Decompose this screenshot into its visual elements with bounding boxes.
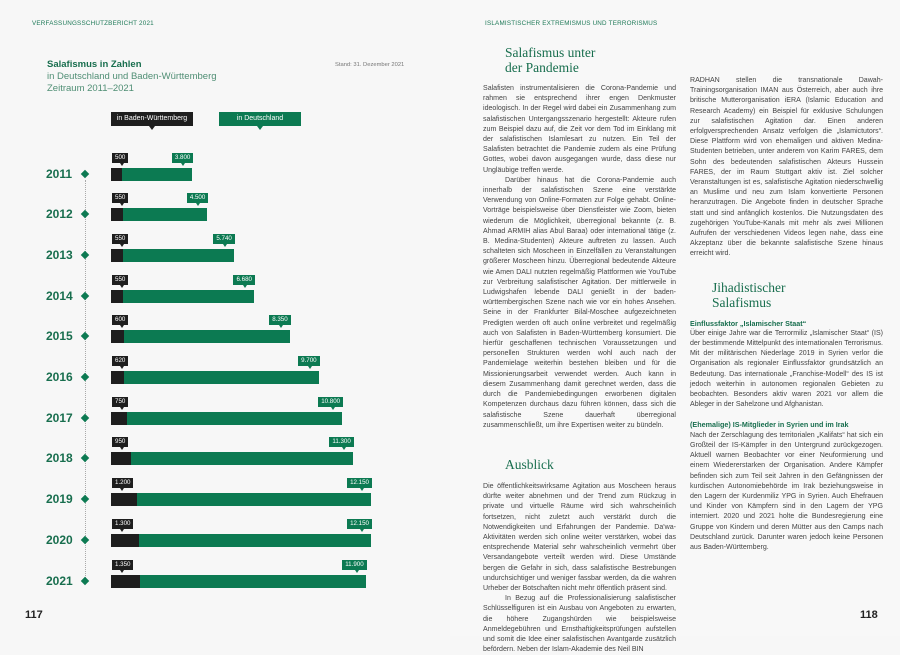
year-label: 2021 (46, 573, 73, 588)
title-line: Salafismus unter (505, 45, 596, 60)
bar-deutschland (111, 493, 371, 506)
paragraph: RADHAN stellen die transnationale Dawah-Trainingsorganisation IMAN aus Österreich, aber auch ihre britische Mutterorganisation iERA (Islamic Education and Research Academy) ein Beispiel für exklusive Schulungen zur salafistischen Agitation dar. Einen anderen erfolgversprechenden Ansatz verfolgen die „Islamictutors“. Diese Plattform wird von ehemaligen und aktiven Medina-Studenten betrieben, unter anderem von Karim FARES, dem Sohn des bedeutenden salafistischen Akteurs Hussein FARES, der im Raum Stuttgart aktiv ist. Ziel solcher Veranstaltungen ist es, salafistische Agitation niederschwellig an Muslime und neu zum Islam konvertierte Personen heranzutragen. Die Angebote finden in deutscher Sprache statt und sind anfänglich kostenlos. Die Nutzungsdaten des zugehörigen YouTube-Kanals mit mehr als zwei Millionen Aufrufen der verschiedenen Videos legen nahe, dass eine Akzeptanz über die bekannte salafistische Szene hinaus erreicht wird. (690, 77, 883, 258)
text-column-1 (483, 45, 676, 655)
bar-deutschland (111, 534, 371, 547)
label-baden-wuerttemberg: 500 (112, 153, 128, 163)
running-head: ISLAMISTISCHER EXTREMISMUS UND TERRORISMUS (485, 20, 658, 27)
label-baden-wuerttemberg: 1.200 (112, 478, 133, 488)
label-baden-wuerttemberg: 620 (112, 356, 128, 366)
label-baden-wuerttemberg: 750 (112, 397, 128, 407)
paragraph: Nach der Zerschlagung des territorialen „Kalifats“ hat sich ein Großteil der IS-Kämpfer in den Untergrund zurückgezogen. Aktuell warnen Beobachter vor einer Neuformierung und einem Wiedererstarken der Organisation. Andere Kämpfer befinden sich zum Teil seit Jahren in den Gefängnissen der kurdischen Autonomiebehörde im Irak beziehungsweise in den Lagern der Kurdenmiliz YPG in Syrien. Auch Ehefrauen und Kinder von Kämpfern sind in den Lagern der YPG interniert. 2020 und 2021 holte die Bundesregierung eine Gruppe von Kindern und deren Mütter aus den Camps nach Deutschland zurück. Darunter waren jedoch keine Personen aus Baden-Württemberg. (690, 431, 883, 551)
chart-subtitle: in Deutschland und Baden-Württemberg (47, 71, 217, 82)
label-baden-wuerttemberg: 1.300 (112, 519, 133, 529)
diamond-marker (81, 413, 89, 421)
label-baden-wuerttemberg: 550 (112, 193, 128, 203)
bar-baden-wuerttemberg (111, 249, 123, 262)
bar-baden-wuerttemberg (111, 452, 131, 465)
subheading: Einflussfaktor „Islamischer Staat“ (690, 318, 807, 328)
bar-baden-wuerttemberg (111, 534, 139, 547)
title-line: der Pandemie (505, 60, 579, 75)
bar-deutschland (111, 208, 207, 221)
section-title-jihad (690, 280, 883, 310)
label-deutschland: 6.680 (233, 275, 254, 285)
bar-baden-wuerttemberg (111, 330, 124, 343)
paragraph: Salafisten instrumentalisieren die Corona-Pandemie und rahmen sie entsprechend ihrer engen Denkmuster ideologisch. In der Regel wird dabei ein Zusammenhang zum salafistischen Untergangsszenario hergestellt: Akteure rufen zum Beispiel dazu auf, die Zeit vor dem Tod im Einklang mit der salafistischen Islamlesart zu nutzen. Ein Teil der Salafisten betrachtet die Pandemie zudem als eine Prüfung Gottes, wobei davon ausgegangen wurde, dass diese nur Ungläubige treffen werde. (483, 85, 676, 174)
label-deutschland: 9.700 (298, 356, 319, 366)
diamond-marker (81, 251, 89, 259)
year-label: 2018 (46, 451, 73, 466)
section-title-pandemie (483, 45, 676, 75)
left-page (0, 0, 450, 636)
bar-baden-wuerttemberg (111, 208, 123, 221)
paragraph: In Bezug auf die Professionalisierung salafistischer Schlüsselfiguren ist ein Ausbau von Angeboten zu erwarten, die höhere Zugangshürden wie beispielsweise Anmeldegebühren und Ernsthaftigkeitsprüfungen aufstellen und somit die Idee einer salafistischen Avantgarde zusätzlich befördern. Neben der Islam-Akademie des Neil BIN (483, 595, 676, 654)
right-page (450, 0, 900, 654)
diamond-marker (81, 454, 89, 462)
year-label: 2011 (46, 166, 73, 181)
bar-baden-wuerttemberg (111, 371, 124, 384)
bar-deutschland (111, 575, 366, 588)
bar-baden-wuerttemberg (111, 493, 137, 506)
title-line: Salafismus (712, 294, 772, 310)
chart-period: Zeitraum 2011–2021 (47, 83, 134, 94)
label-deutschland: 12.150 (347, 519, 372, 529)
label-baden-wuerttemberg: 950 (112, 437, 128, 447)
diamond-marker (81, 576, 89, 584)
title-line: Jihadistischer (712, 279, 786, 295)
label-baden-wuerttemberg: 600 (112, 315, 128, 325)
label-baden-wuerttemberg: 550 (112, 275, 128, 285)
bar-baden-wuerttemberg (111, 290, 123, 303)
bar-deutschland (111, 168, 192, 181)
label-deutschland: 11.900 (342, 560, 366, 570)
year-label: 2017 (46, 410, 73, 425)
paragraph: Darüber hinaus hat die Corona-Pandemie auch innerhalb der salafistischen Szene eine verstärkte Verwendung von Online-Formaten zur Folge gehabt. Online-Vorträge beispielsweise über Dienstleister wie Zoom, bieten wiederum die Möglichkeit, überregional bekannte (z. B. Ahmad ARMIH alias Abul Baraa) oder international tätige (z. B. Medina-Studenten) Akteure auftreten zu lassen. Auch schalteten sich Moscheen in Einzelfällen zu Veranstaltungen größerer Moscheen hinzu. Überregional bedeutende Akteure wie Amen DALI nutzten regelmäßig Plattformen wie YouTube zur Verbreitung salafistischer Agitation. Der mittlerweile in Ludwigshafen lebende DALI genießt in der baden-württembergischen Szene nach wie vor ein hohes Ansehen. Seine in der Frankfurter Bilal-Moschee aufgezeichneten Predigten werden oft auch online verbreitet und regelmäßig auch von Salafisten in Baden-Württemberg konsumiert. Die hierfür geschaffenen technischen Voraussetzungen und personellen Strukturen werden wohl auch nach der Pandemielage weiterhin bestehen bleiben und für die Missionierungsarbeit verwendet werden. Auch kann in diesem Zusammenhang damit gerechnet werden, dass die durch die Pandemiebedingungen erworbenen digitalen Kompetenzen durchaus dazu führen können, dass sich die salafistische Szene dauerhaft überregional zusammenschließt, um ihre Expertisen weiter zu bündeln. (483, 176, 676, 429)
year-label: 2014 (46, 288, 73, 303)
legend-baden-wuerttemberg: in Baden-Württemberg (111, 112, 193, 126)
diamond-marker (81, 210, 89, 218)
bar-deutschland (111, 249, 234, 262)
label-baden-wuerttemberg: 550 (112, 234, 128, 244)
year-label: 2013 (46, 247, 73, 262)
paragraph: Über einige Jahre war die Terrormiliz „Islamischer Staat“ (IS) der bestimmende Mittelpunkt des internationalen Terrorismus. Mit der militärischen Niederlage 2019 in Syrien verlor die Organisation als regionaler Einflussfaktor grundsätzlich an Bedeutung. Das internationale „Franchise-Modell“ des IS ist jedoch weiterhin in autonomen regionalen Gebieten zu beobachten. Besonders aktiv waren 2021 vor allem die Ableger in der Sahelzone und Afghanistan. (690, 329, 883, 409)
bar-deutschland (111, 452, 353, 465)
diamond-marker (81, 536, 89, 544)
label-deutschland: 3.800 (172, 153, 193, 163)
bar-baden-wuerttemberg (111, 575, 140, 588)
running-head: VERFASSUNGSSCHUTZBERICHT 2021 (32, 20, 154, 27)
chart-date-note: Stand: 31. Dezember 2021 (335, 62, 405, 68)
chart-title: Salafismus in Zahlen (47, 59, 142, 70)
text-column-2 (690, 76, 883, 553)
label-deutschland: 10.800 (318, 397, 343, 407)
bar-deutschland (111, 371, 319, 384)
legend-deutschland: in Deutschland (219, 112, 301, 126)
year-label: 2020 (46, 532, 73, 547)
year-label: 2012 (46, 207, 73, 222)
label-deutschland: 12.150 (347, 478, 372, 488)
label-deutschland: 11.300 (329, 437, 353, 447)
diamond-marker (81, 332, 89, 340)
bar-baden-wuerttemberg (111, 412, 127, 425)
year-label: 2019 (46, 492, 73, 507)
bar-deutschland (111, 330, 290, 343)
page-number: 118 (860, 609, 878, 621)
diamond-marker (81, 169, 89, 177)
page-number: 117 (25, 609, 43, 621)
label-deutschland: 4.500 (187, 193, 208, 203)
year-label: 2015 (46, 329, 73, 344)
bar-deutschland (111, 412, 342, 425)
label-baden-wuerttemberg: 1.350 (112, 560, 133, 570)
diamond-marker (81, 291, 89, 299)
diamond-marker (81, 373, 89, 381)
label-deutschland: 5.740 (213, 234, 234, 244)
diamond-marker (81, 495, 89, 503)
label-deutschland: 8.350 (269, 315, 290, 325)
section-title-ausblick: Ausblick (505, 456, 554, 472)
year-label: 2016 (46, 370, 73, 384)
paragraph: Die öffentlichkeitswirksame Agitation aus Moscheen heraus dürfte weiter abnehmen und der Trend zum Rückzug in private und virtuelle Räume wird sich wahrscheinlich fortsetzen, nicht zuletzt auch verstärkt durch die Notwendigkeiten und Erfahrungen der Pandemie. Da'wa-Aktivitäten werden sich online weiter verstärken, wobei das entsprechende Material sehr wahrscheinlich vermehrt über Versandangebote verteilt werden wird. Diese Umstände bergen die Gefahr in sich, dass salafistische Bestrebungen undurchsichtiger und weniger fassbar werden, da die wahren Urheber der Botschaften nicht mehr öffentlich präsent sind. (483, 482, 676, 592)
bar-deutschland (111, 290, 254, 303)
subheading: (Ehemalige) IS-Mitglieder in Syrien und im Irak (690, 420, 849, 430)
bar-baden-wuerttemberg (111, 168, 122, 181)
